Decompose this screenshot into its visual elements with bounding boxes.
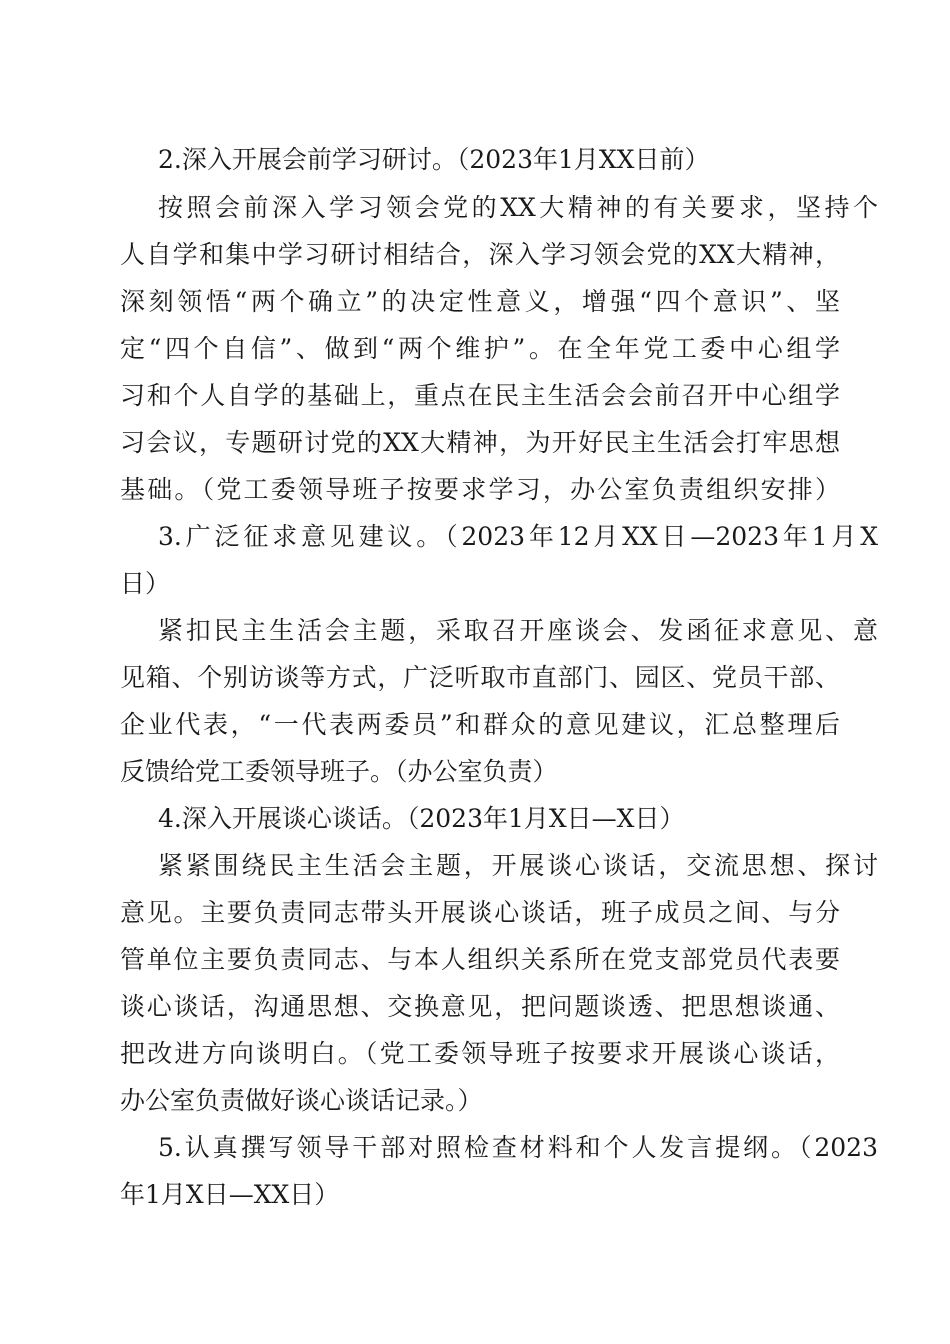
item-4-heading: 4.深入开展谈心谈话。（2023年1月X日—X日） xyxy=(158,804,685,833)
item-5-heading: 5.认真撰写领导干部对照检查材料和个人发言提纲。（2023 xyxy=(158,1133,878,1162)
paragraph-line: 谈心谈话，沟通思想、交换意见，把问题谈透、把思想谈通、 xyxy=(120,992,840,1021)
paragraph-line: 习会议，专题研讨党的XX大精神，为开好民主生活会打牢思想 xyxy=(120,428,840,457)
paragraph-line: 紧扣民主生活会主题，采取召开座谈会、发函征求意见、意 xyxy=(158,616,878,645)
paragraph-line: 办公室负责做好谈心谈话记录。） xyxy=(120,1086,483,1115)
paragraph-line: 按照会前深入学习领会党的XX大精神的有关要求，坚持个 xyxy=(158,193,878,222)
item-3-heading: 3.广泛征求意见建议。（2023年12月XX日—2023年1月X xyxy=(158,522,878,551)
paragraph-line: 基础。（党工委领导班子按要求学习，办公室负责组织安排） xyxy=(120,475,840,504)
paragraph-line: 把改进方向谈明白。（党工委领导班子按要求开展谈心谈话， xyxy=(120,1039,840,1068)
paragraph-line: 深刻领悟“两个确立”的决定性意义，增强“四个意识”、坚 xyxy=(120,287,840,316)
item-5-heading-continued: 年1月X日—XX日） xyxy=(120,1180,340,1209)
paragraph-line: 紧紧围绕民主生活会主题，开展谈心谈话，交流思想、探讨 xyxy=(158,851,878,880)
item-2-heading: 2.深入开展会前学习研讨。（2023年1月XX日前） xyxy=(158,145,710,174)
paragraph-line: 企业代表，“一代表两委员”和群众的意见建议，汇总整理后 xyxy=(120,710,840,739)
paragraph-line: 见箱、个别访谈等方式，广泛听取市直部门、园区、党员干部、 xyxy=(120,663,840,692)
paragraph-line: 人自学和集中学习研讨相结合，深入学习领会党的XX大精神， xyxy=(120,240,840,269)
paragraph-line: 定“四个自信”、做到“两个维护”。在全年党工委中心组学 xyxy=(120,334,840,363)
paragraph-line: 反馈给党工委领导班子。（办公室负责） xyxy=(120,757,558,786)
item-3-heading-continued: 日） xyxy=(120,569,171,598)
paragraph-line: 习和个人自学的基础上，重点在民主生活会会前召开中心组学 xyxy=(120,381,840,410)
paragraph-line: 意见。主要负责同志带头开展谈心谈话，班子成员之间、与分 xyxy=(120,898,840,927)
paragraph-line: 管单位主要负责同志、与本人组织关系所在党支部党员代表要 xyxy=(120,945,840,974)
